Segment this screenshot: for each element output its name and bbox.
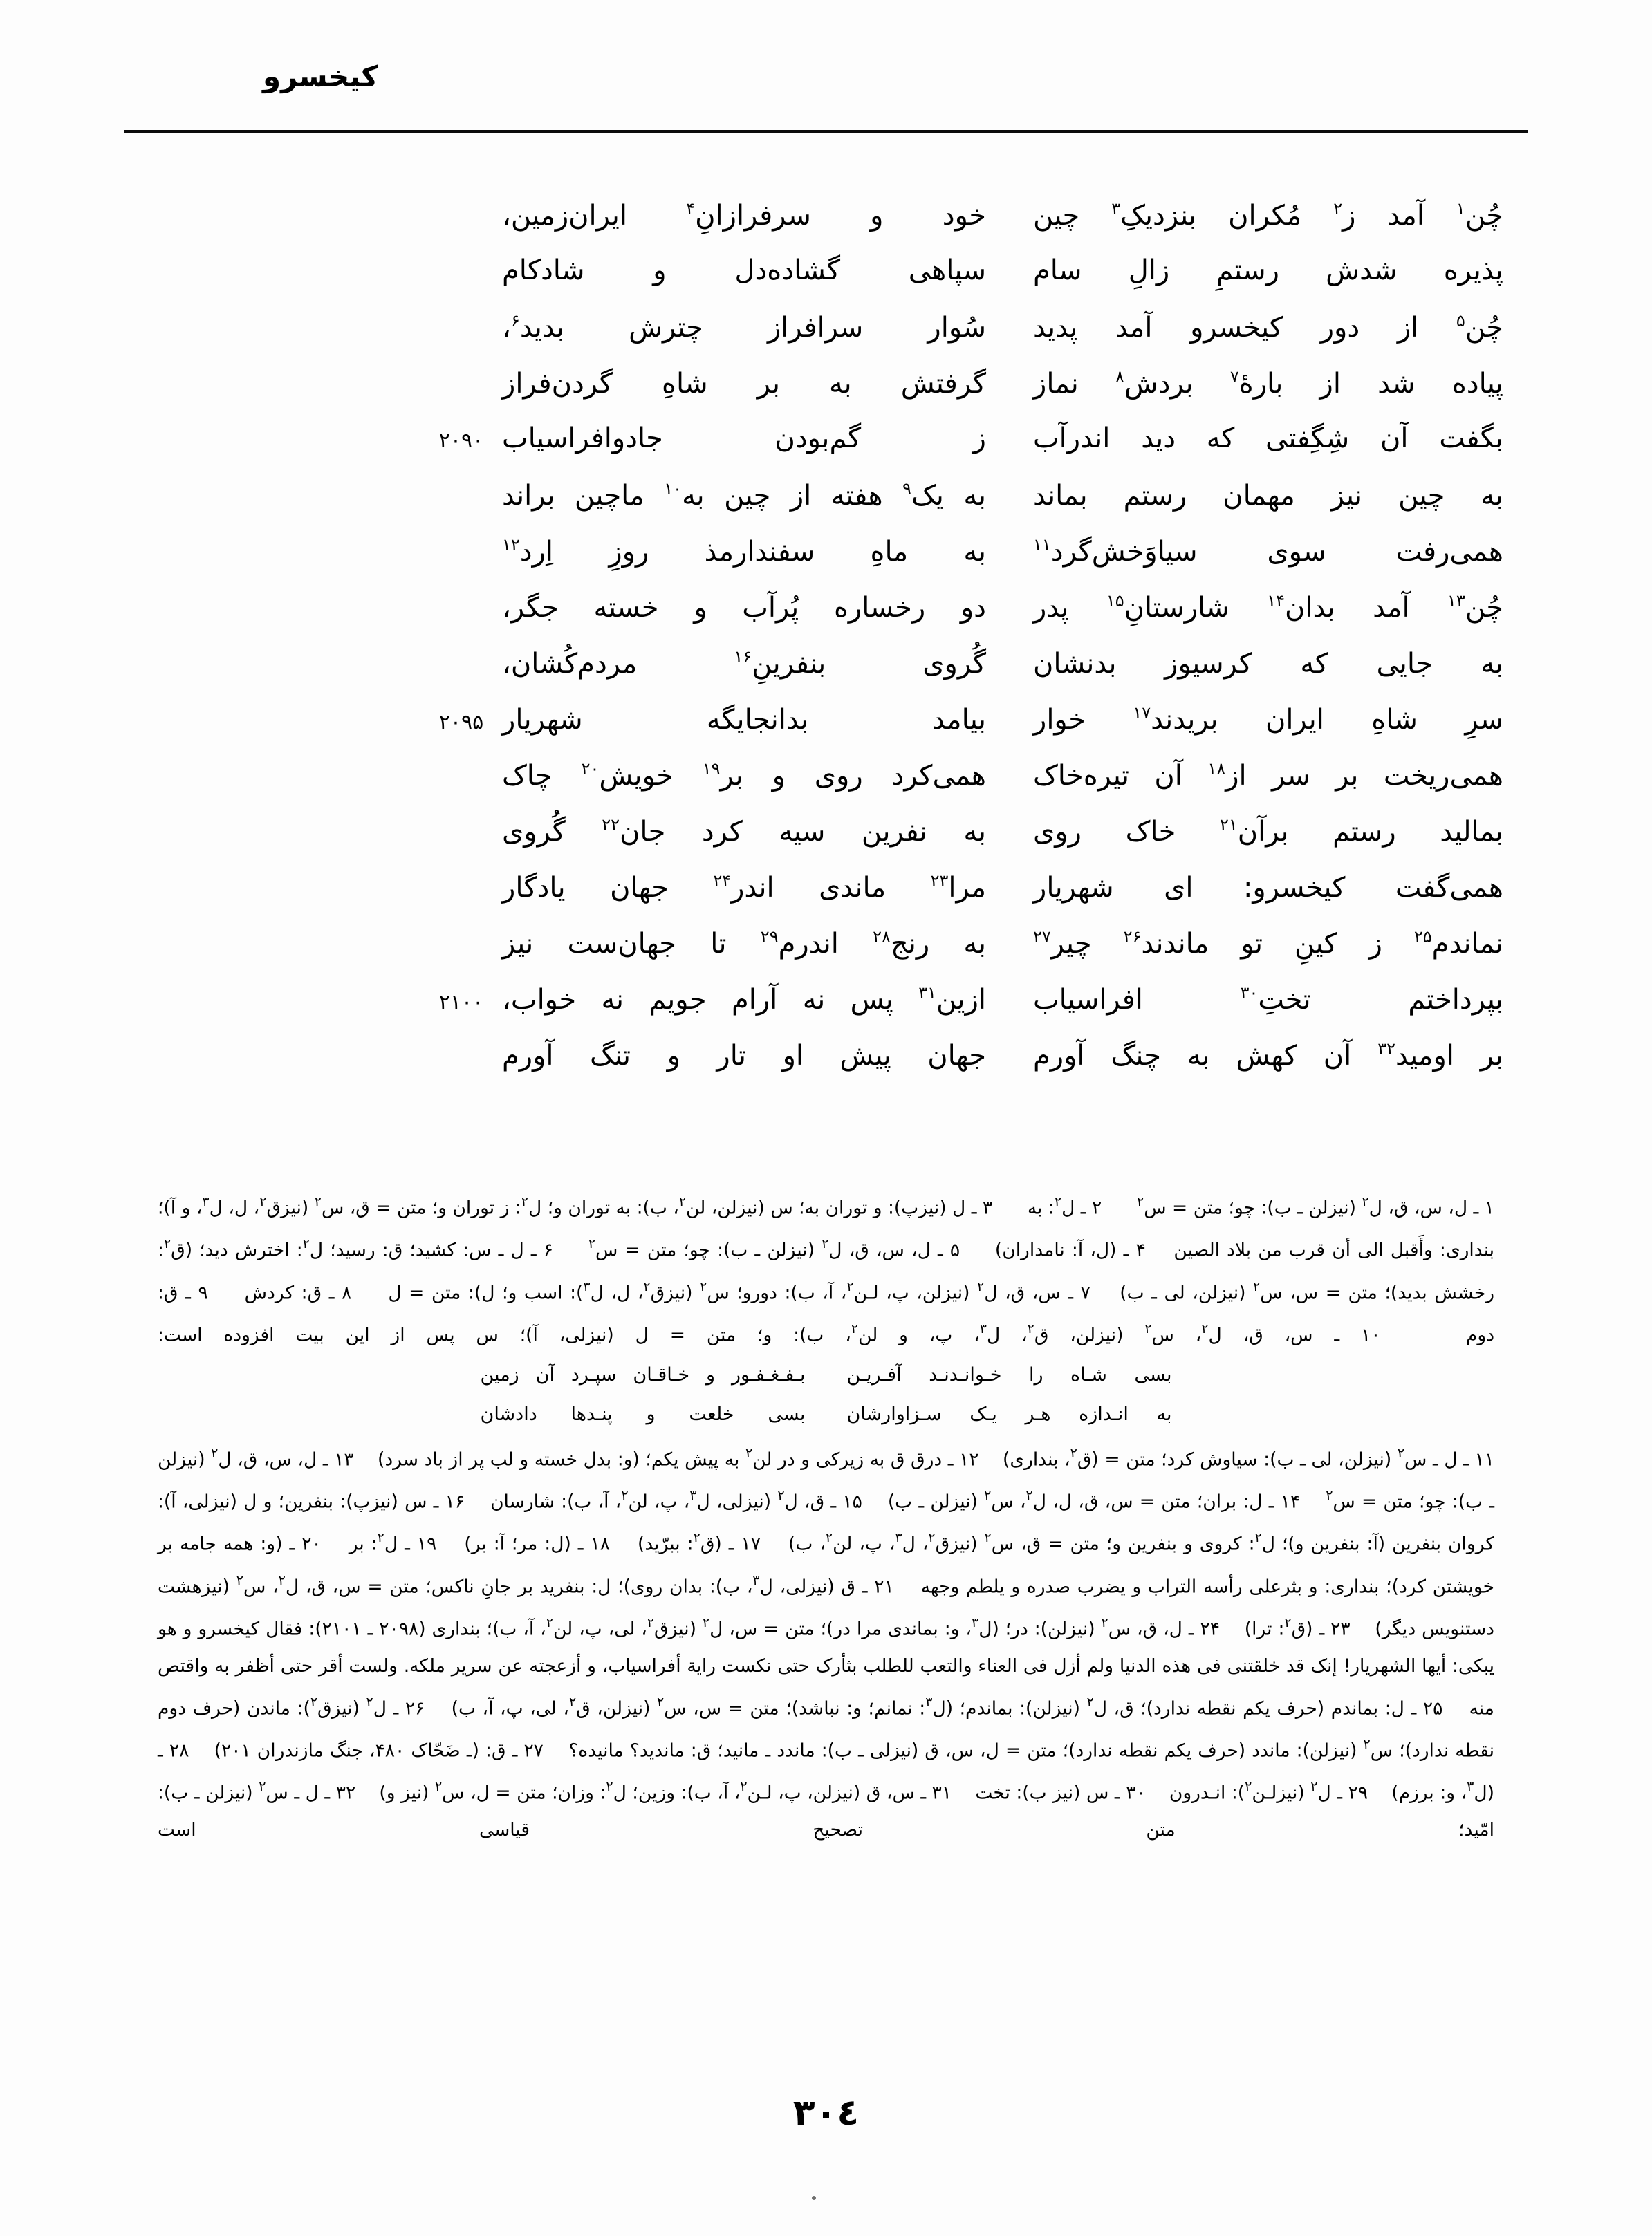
hemistich-second: سپاهی گشاده‌دل و شادکام [502,254,986,286]
verse-line-number [420,611,502,617]
verse-couplet [149,647,1503,703]
folio-number: ۳۰٤ [792,2092,860,2134]
verse-couplet [149,1039,1503,1095]
verse-couplet [149,815,1503,871]
verse-line-number [420,555,502,561]
verse-line-number [420,219,502,225]
apparatus-inset-couplet [158,1357,1494,1393]
hemistich-second: مرا$^{۲۳}$ ماندی اندر$^{۲۴}$ جهان یادگار [502,871,986,904]
hemistich-second: جهان پیش او تار و تنگ آورم [502,1039,986,1072]
verse-couplet [149,479,1503,535]
verse-couplet [149,255,1503,311]
verse-line-number [420,387,502,393]
verse-couplet [149,199,1503,255]
hemistich-second: بیامد بدانجایگه شهریار [502,703,986,736]
hemistich-second: همی‌کرد روی و بر$^{۱۹}$ خویش$^{۲۰}$ چاک [502,759,987,792]
print-speck [812,2196,816,2200]
verse-line-number: ۲۰۹۰ [438,429,484,453]
hemistich-first: بمالید رستم برآن$^{۲۱}$ خاک روی [1033,815,1503,848]
verse-couplet [149,591,1503,647]
hemistich-second: به نفرین سیه کرد جان$^{۲۲}$ گُروی [502,815,986,848]
hemistich-first: چُن$^{۱۳}$ آمد بدان$^{۱۴}$ شارستانِ$^{۱۵}$ پدر [1033,591,1503,624]
verse-line-number: ۲۰۹۵ [438,709,484,734]
running-head-title: کیخسرو [263,59,378,93]
verse-line-number [420,947,502,953]
hemistich-first: همی‌رفت سوی سیاوَخش‌گرد$^{۱۱}$ [1033,535,1503,568]
apparatus-note-run: ۱۱ ـ ل ـ س$^۲$ (نیزلن، لی ـ ب): سیاوش کرد؛ متن = (ق$^۲$، بنداری) ۱۲ ـ درق ق به زیرکی و در لن$^۲$ به پیش یکم؛ (و: بدل خسته و لب پر از باد سرد) ۱۳ ـ ل، س، ق، ل$^۲$ (نیزلن ـ ب): چو؛ متن = س$^۲$ ۱۴ ـ ل: بران؛ متن = س، ق، ل، ل$^۲$، س$^۲$ (نیزلن ـ ب) ۱۵ ـ ق، ل$^۲$ (نیزلی، ل$^۳$، پ، لن$^۲$، آ، ب): شارسان ۱۶ ـ س (نیزپ): بنفرین؛ و ل (نیزلی، آ): کروان بنفرین (آ: بنفرین و)؛ ل$^۲$: کروی و بنفرین و؛ متن = ق، س$^۲$ (نیزق$^۲$، ل$^۳$، پ، لن$^۲$، ب) ۱۷ ـ (ق$^۲$: ببرّید) ۱۸ ـ (ل: مر؛ آ: بر) ۱۹ ـ ل$^۲$: بر ۲۰ ـ (و: همه جامه بر خویشتن کرد)؛ بنداری: و بثرعلی رأسه التراب و یضرب صدره و یلطم وجهه ۲۱ ـ ق (نیزلی، ل$^۳$، ب): بدان روی)؛ ل: بنفرید بر جانِ ناکس؛ متن = س، ق، ل$^۲$، س$^۲$ (نیزهشت دستنویس دیگر) ۲۳ ـ (ق$^۲$: ترا) ۲۴ ـ ل، ق، س$^۲$ (نیزلن): در؛ (ل$^۳$، و: بماندی مرا در)؛ متن = س، ل$^۲$ (نیزق$^۲$، لی، پ، لن$^۲$، آ، ب)؛ بنداری (۲۰۹۸ ـ ۲۱۰۱): فقال کیخسرو و هو یبکی: أیها الشهریار! إنک قد خلقتنی فی هذه الدنیا ولم أزل فی العناء والتعب للطلب بثأرک حتی نکست رایة أفراسیاب، و أزعجته عن سریر ملکه. ولست أقر حتی أظفر به واقتص منه ۲۵ ـ ل: بماندم (حرف یکم نقطه ندارد)؛ ق، ل$^۲$ (نیزلن): بماندم؛ (ل$^۳$: نمانم؛ و: نباشد)؛ متن = س، س$^۲$ (نیزلن، ق$^۲$، لی، پ، آ، ب) ۲۶ ـ ل$^۲$ (نیزق$^۲$): ماندن (حرف دوم نقطه ندارد)؛ س$^۲$ (نیزلن): ماندد (حرف یکم نقطه ندارد)؛ متن = ل، س، ق (نیزلی ـ ب): ماندد ـ مانید؛ ق: ماندید؟ مانیده؟ ۲۷ ـ ق: (ـ ضَحّاک ۴۸۰، جنگ مازندران ۲۰۱) ۲۸ ـ (ل$^۳$، و: برزم) ۲۹ ـ ل$^۲$ (نیزلـن$^۲$): انـدرون ۳۰ ـ س (نیز ب): تخت ۳۱ ـ س، ق (نیزلن، پ، لـن$^۲$، آ، ب): وزین؛ ل$^۲$: وزان؛ متن = ل، س$^۲$ (نیز و) ۳۲ ـ ل ـ س$^۲$ (نیزلن ـ ب): امّید؛ متن تصحیح قیاسی است [158,1445,1495,1841]
critical-apparatus [158,1184,1494,1848]
hemistich-second: ز گم‌بودن جادوافراسیاب [502,422,986,454]
hemistich-first: چُن$^۱$ آمد ز$^۲$ مُکران بنزدیکِ$^۳$ چین [1033,199,1503,232]
verse-line-number [420,499,502,505]
hemistich-first: سرِ شاهِ ایران بریدند$^{۱۷}$ خوار [1033,703,1503,736]
apparatus-inset-hemistich-first: بـفـغـفـور و خـاقـان سپـرد آن زمین [480,1363,806,1386]
verse-couplet [149,535,1503,591]
hemistich-first: پذیره شدش رستمِ زالِ سام [1033,254,1503,286]
verse-line-number: ۲۱۰۰ [438,989,484,1014]
verse-couplet [149,367,1503,423]
running-head [138,59,1514,93]
verse-line-number [420,891,502,897]
hemistich-second: ازین$^{۳۱}$ پس نه آرام جویم نه خواب، [502,983,986,1016]
verse-line-number [420,274,502,279]
verse-line-number [420,331,502,337]
hemistich-second: به رنج$^{۲۸}$ اندرم$^{۲۹}$ تا جهان‌ست نیز [502,927,986,960]
hemistich-first: به جایی که کرسیوز بدنشان [1033,647,1503,680]
hemistich-first: نماندم$^{۲۵}$ ز کینِ تو ماندند$^{۲۶}$ چیر$^{۲۷}$ [1033,927,1504,960]
hemistich-second: گُروی بنفرینِ$^{۱۶}$ مردم‌کُشان، [502,647,986,680]
verse-couplet [149,311,1503,367]
hemistich-first: بگفت آن شِگِفتی که دید اندرآب [1033,422,1503,454]
verse-line-number [420,667,502,673]
verse-line-number [420,779,502,785]
apparatus-note-run: ۱ ـ ل، س، ق، ل$^۲$ (نیزلن ـ ب): چو؛ متن = س$^۲$ ۲ ـ ل$^۲$: به ۳ ـ ل (نیزپ): و توران به؛ س (نیزلن، لن$^۲$، ب): به توران و؛ ل$^۲$: ز توران و؛ متن = ق، س$^۲$ (نیزق$^۲$، ل، ل$^۳$، و آ)؛ بنداری: وأَقبل الی أن قرب من بلاد الصین ۴ ـ (ل، آ: نامداران) ۵ ـ ل، س، ق، ل$^۲$ (نیزلن ـ ب): چو؛ متن = س$^۲$ ۶ ـ ل ـ س: کشید؛ ق: رسید؛ ل$^۲$: اخترش دید؛ (ق$^۲$: رخشش بدید)؛ متن = س، س$^۲$ (نیزلن، لی ـ ب) ۷ ـ س، ق، ل$^۲$ (نیزلن، پ، لـن$^۲$، آ، ب): دورو؛ س$^۲$ (نیزق$^۲$، ل، ل$^۳$): اسب و؛ ل): متن = ل ۸ ـ ق: کردش ۹ ـ ق: دوم ۱۰ ـ س، ق، ل$^۲$، س$^۲$ (نیزلن، ق$^۲$، ل$^۳$، پ، و لن$^۲$، ب): و؛ متن = ل (نیزلی، آ)؛ س پس از این بیت افزوده است: [158,1194,1495,1346]
verse-block [149,199,1503,1095]
verse-couplet [149,423,1503,479]
hemistich-second: به یک$^۹$ هفته از چین به$^{۱۰}$ ماچین براند [502,479,986,512]
verse-couplet [149,871,1503,927]
hemistich-second: گرفتش به بر شاهِ گردن‌فراز [502,367,986,400]
verse-couplet [149,703,1503,759]
hemistich-first: همی‌ریخت بر سر از$^{۱۸}$ آن تیره‌خاک [1033,759,1503,792]
hemistich-first: به چین نیز مهمان رستم بماند [1033,479,1503,512]
verse-couplet [149,927,1503,983]
verse-line-number [420,835,502,841]
apparatus-inset-hemistich-second: به انـدازه هـر یـک سـزاوارشان [846,1403,1172,1425]
apparatus-inset-couplet [158,1396,1494,1433]
hemistich-second: خود و سرفرازانِ$^۴$ ایران‌زمین، [502,199,986,232]
verse-couplet [149,759,1503,815]
hemistich-second: دو رخساره پُرآب و خسته جگر، [502,591,986,624]
hemistich-first: بر اومید$^{۳۲}$ آن کهش به چنگ آورم [1033,1039,1503,1072]
hemistich-first: پیاده شد از بارهٔ$^۷$ بردش$^۸$ نماز [1033,367,1504,400]
hemistich-second: به ماهِ سفندارمذ روزِ اِرد$^{۱۲}$ [502,535,986,568]
hemistich-first: بپرداختم تختِ$^{۳۰}$ افراسیاب [1033,983,1503,1016]
apparatus-inset-hemistich-second: بسی شـاه را خـوانـدنـد آفـریـن [846,1363,1172,1386]
verse-couplet [149,983,1503,1039]
header-rule [124,130,1528,133]
hemistich-first: همی‌گفت کیخسرو: ای شهریار [1033,871,1503,904]
apparatus-inset-hemistich-first: بسی خلعت و پنـدها دادشان [480,1403,806,1425]
verse-line-number [420,1059,502,1065]
hemistich-second: سُوار سرافراز چترش بدید$^۶$، [502,311,986,344]
hemistich-first: چُن$^۵$ از دور کیخسرو آمد پدید [1033,311,1503,344]
